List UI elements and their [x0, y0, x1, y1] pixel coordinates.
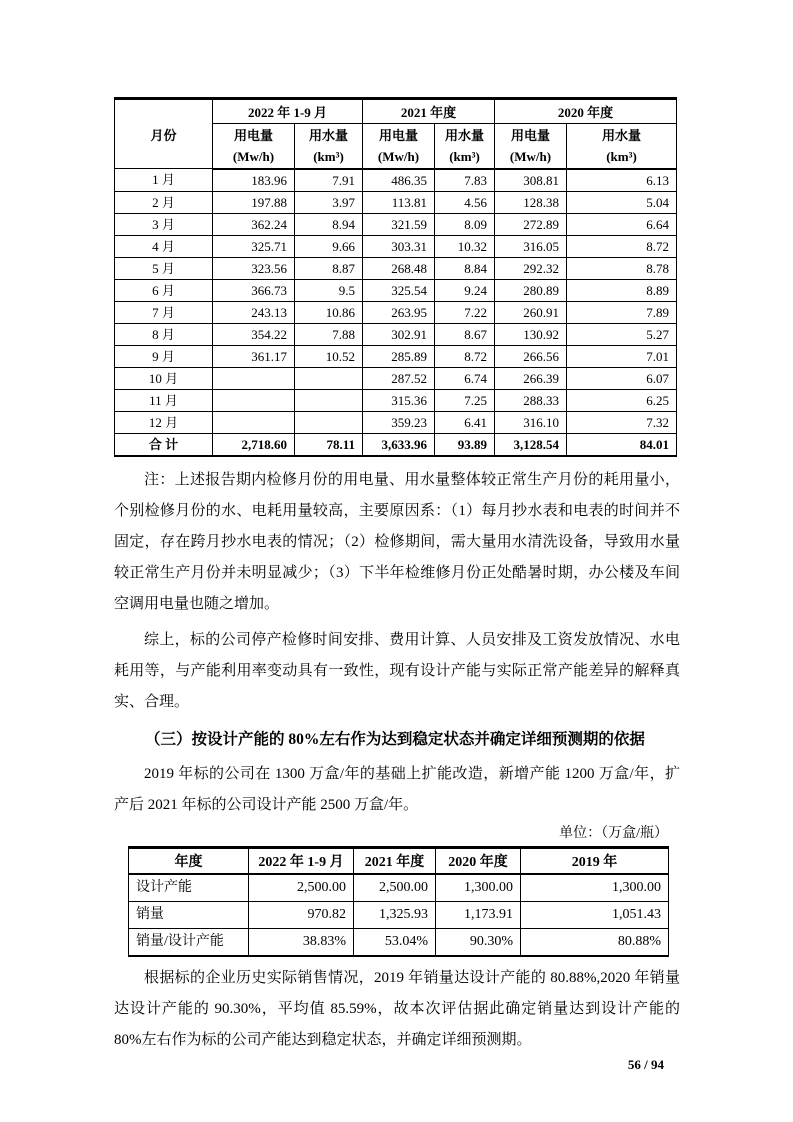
row-label-cell: 1 月: [115, 169, 213, 192]
electricity-header: [213, 124, 295, 169]
value-cell: 183.96: [213, 169, 295, 192]
value-cell: 316.10: [495, 411, 567, 433]
row-label-cell: 3 月: [115, 213, 213, 235]
value-cell: 8.78: [567, 257, 677, 279]
value-cell: 1,051.43: [521, 902, 669, 929]
value-cell: 8.87: [295, 257, 363, 279]
value-cell: 1,325.93: [354, 902, 436, 929]
value-cell: 486.35: [363, 169, 435, 192]
value-cell: [295, 389, 363, 411]
value-cell: 8.09: [435, 213, 495, 235]
table-row: [115, 169, 677, 192]
value-cell: 9.24: [435, 279, 495, 301]
value-cell: 9.66: [295, 235, 363, 257]
value-cell: 243.13: [213, 301, 295, 323]
table-row: [115, 367, 677, 389]
value-cell: 78.11: [295, 433, 363, 456]
value-cell: 6.13: [567, 169, 677, 192]
value-cell: [213, 411, 295, 433]
water-label: 用水量: [308, 127, 348, 143]
value-cell: 266.39: [495, 367, 567, 389]
value-cell: 8.72: [567, 235, 677, 257]
value-cell: 7.25: [435, 389, 495, 411]
electricity-label: 用电量: [233, 127, 273, 143]
capacity-sales-table: [128, 846, 669, 958]
row-label-cell: 9 月: [115, 345, 213, 367]
value-cell: 263.95: [363, 301, 435, 323]
value-cell: 38.83%: [249, 929, 354, 957]
value-cell: 8.94: [295, 213, 363, 235]
row-label-cell: 销量: [129, 902, 249, 929]
period-header-2020: 2020 年度: [436, 847, 521, 874]
value-cell: 93.89: [435, 433, 495, 456]
page-number: 56 / 94: [627, 1057, 664, 1072]
summary-paragraph: 综上，标的公司停产检修时间安排、费用计算、人员安排及工资发放情况、水电耗用等，与产能利用率变动具有一致性，现有设计产能与实际正常产能差异的解释真实、合理。: [114, 631, 680, 710]
water-header: [295, 124, 363, 169]
value-cell: 5.04: [567, 191, 677, 213]
page-content: [114, 0, 680, 1074]
value-cell: 6.07: [567, 367, 677, 389]
value-cell: 361.17: [213, 345, 295, 367]
value-cell: 197.88: [213, 191, 295, 213]
table-row: [115, 389, 677, 411]
value-cell: 362.24: [213, 213, 295, 235]
monthly-utility-usage-table: [114, 97, 677, 457]
water-unit: (km³): [606, 148, 637, 164]
value-cell: 359.23: [363, 411, 435, 433]
period-header-2021: 2021 年度: [354, 847, 436, 874]
value-cell: 308.81: [495, 169, 567, 192]
value-cell: 10.52: [295, 345, 363, 367]
unit-label: 单位：（万盒/瓶）: [559, 825, 668, 841]
value-cell: 6.64: [567, 213, 677, 235]
row-label-cell: 8 月: [115, 323, 213, 345]
value-cell: 9.5: [295, 279, 363, 301]
table-row: [115, 323, 677, 345]
value-cell: 280.89: [495, 279, 567, 301]
value-cell: 8.84: [435, 257, 495, 279]
value-cell: 80.88%: [521, 929, 669, 957]
value-cell: 7.89: [567, 301, 677, 323]
value-cell: 354.22: [213, 323, 295, 345]
note-paragraph: 注：上述报告期内检修月份的用电量、用水量整体较正常生产月份的耗用量小，个别检修月份的水、电耗用量较高，主要原因系：（1）每月抄水表和电表的时间并不固定，存在跨月抄水电表的情况；（2）检修期间，需大量用水清洗设备，导致用水量较正常生产月份并未明显减少；（3）下半年检维修月份正处酷暑时期，办公楼及车间空调用电量也随之增加。: [114, 471, 680, 612]
value-cell: [213, 367, 295, 389]
value-cell: 128.38: [495, 191, 567, 213]
row-label-cell: 5 月: [115, 257, 213, 279]
value-cell: 4.56: [435, 191, 495, 213]
value-cell: 7.01: [567, 345, 677, 367]
row-label-cell: 10 月: [115, 367, 213, 389]
value-cell: 325.71: [213, 235, 295, 257]
electricity-label: 用电量: [511, 127, 551, 143]
row-label-cell: 设计产能: [129, 874, 249, 902]
value-cell: 53.04%: [354, 929, 436, 957]
value-cell: 3,633.96: [363, 433, 435, 456]
electricity-header: [495, 124, 567, 169]
value-cell: 3,128.54: [495, 433, 567, 456]
value-cell: 260.91: [495, 301, 567, 323]
value-cell: 268.48: [363, 257, 435, 279]
water-unit: (km³): [449, 148, 480, 164]
water-header: [567, 124, 677, 169]
value-cell: 287.52: [363, 367, 435, 389]
value-cell: 7.88: [295, 323, 363, 345]
value-cell: 1,173.91: [436, 902, 521, 929]
value-cell: 325.54: [363, 279, 435, 301]
group-header-row: [115, 99, 677, 124]
value-cell: 1,300.00: [521, 874, 669, 902]
value-cell: 6.25: [567, 389, 677, 411]
table-row: [129, 902, 669, 929]
value-cell: 2,500.00: [354, 874, 436, 902]
value-cell: 292.32: [495, 257, 567, 279]
usage-table-body: [115, 169, 677, 456]
value-cell: 323.56: [213, 257, 295, 279]
capacity-table-header: [129, 847, 669, 874]
value-cell: [295, 411, 363, 433]
table-row: [115, 279, 677, 301]
period-header-2022: 2022 年 1-9 月: [249, 847, 354, 874]
value-cell: 288.33: [495, 389, 567, 411]
table-row: [115, 213, 677, 235]
water-label: 用水量: [602, 127, 642, 143]
table-row: [129, 929, 669, 957]
table-row: [115, 235, 677, 257]
table-row: [115, 191, 677, 213]
value-cell: 7.91: [295, 169, 363, 192]
row-label-cell: 12 月: [115, 411, 213, 433]
value-cell: 130.92: [495, 323, 567, 345]
row-label-cell: 6 月: [115, 279, 213, 301]
year-column-header: 年度: [129, 847, 249, 874]
row-label-cell: 销量/设计产能: [129, 929, 249, 957]
row-label-cell: 4 月: [115, 235, 213, 257]
value-cell: 8.89: [567, 279, 677, 301]
value-cell: 10.86: [295, 301, 363, 323]
value-cell: [213, 389, 295, 411]
period-header-2022: 2022 年 1-9 月: [213, 99, 363, 124]
section-heading: （三）按设计产能的 80%左右作为达到稳定状态并确定详细预测期的依据: [145, 730, 645, 748]
table-row: [115, 301, 677, 323]
capacity-table-body: [129, 874, 669, 956]
value-cell: 321.59: [363, 213, 435, 235]
value-cell: 302.91: [363, 323, 435, 345]
row-label-cell: 2 月: [115, 191, 213, 213]
value-cell: 366.73: [213, 279, 295, 301]
conclusion-paragraph: 根据标的企业历史实际销售情况，2019 年销量达设计产能的 80.88%,2020 年销量达设计产能的 90.30%，平均值 85.59%，故本次评估据此确定销量达到设计产能的 80%左右作为标的公司产能达到稳定状态，并确定详细预测期。: [114, 970, 680, 1048]
value-cell: [295, 367, 363, 389]
electricity-label: 用电量: [378, 127, 418, 143]
value-cell: 84.01: [567, 433, 677, 456]
water-header: [435, 124, 495, 169]
water-unit: (km³): [313, 148, 344, 164]
table-row: [115, 257, 677, 279]
value-cell: 5.27: [567, 323, 677, 345]
value-cell: 90.30%: [436, 929, 521, 957]
month-column-header: 月份: [115, 99, 213, 169]
water-label: 用水量: [445, 127, 485, 143]
row-label-cell: 合 计: [115, 433, 213, 456]
value-cell: 2,500.00: [249, 874, 354, 902]
table-row: [115, 411, 677, 433]
period-header-2019: 2019 年: [521, 847, 669, 874]
value-cell: 7.32: [567, 411, 677, 433]
value-cell: 8.67: [435, 323, 495, 345]
table-row: [115, 345, 677, 367]
value-cell: 2,718.60: [213, 433, 295, 456]
electricity-header: [363, 124, 435, 169]
value-cell: 113.81: [363, 191, 435, 213]
value-cell: 7.83: [435, 169, 495, 192]
row-label-cell: 7 月: [115, 301, 213, 323]
value-cell: 316.05: [495, 235, 567, 257]
electricity-unit: (Mw/h): [509, 148, 552, 164]
value-cell: 6.74: [435, 367, 495, 389]
row-label-cell: 11 月: [115, 389, 213, 411]
usage-table-header: [115, 99, 677, 169]
period-header-2020: 2020 年度: [495, 99, 677, 124]
period-header-2021: 2021 年度: [363, 99, 495, 124]
capacity-paragraph: 2019 年标的公司在 1300 万盒/年的基础上扩能改造，新增产能 1200 万盒/年，扩产后 2021 年标的公司设计产能 2500 万盒/年。: [114, 765, 680, 813]
value-cell: 1,300.00: [436, 874, 521, 902]
value-cell: 3.97: [295, 191, 363, 213]
value-cell: 6.41: [435, 411, 495, 433]
electricity-unit: (Mw/h): [377, 148, 420, 164]
electricity-unit: (Mw/h): [232, 148, 275, 164]
table-row: [129, 874, 669, 902]
value-cell: 7.22: [435, 301, 495, 323]
value-cell: 10.32: [435, 235, 495, 257]
value-cell: 266.56: [495, 345, 567, 367]
value-cell: 8.72: [435, 345, 495, 367]
value-cell: 970.82: [249, 902, 354, 929]
value-cell: 272.89: [495, 213, 567, 235]
total-row: [115, 433, 677, 456]
value-cell: 285.89: [363, 345, 435, 367]
value-cell: 315.36: [363, 389, 435, 411]
header-row: [129, 847, 669, 874]
value-cell: 303.31: [363, 235, 435, 257]
